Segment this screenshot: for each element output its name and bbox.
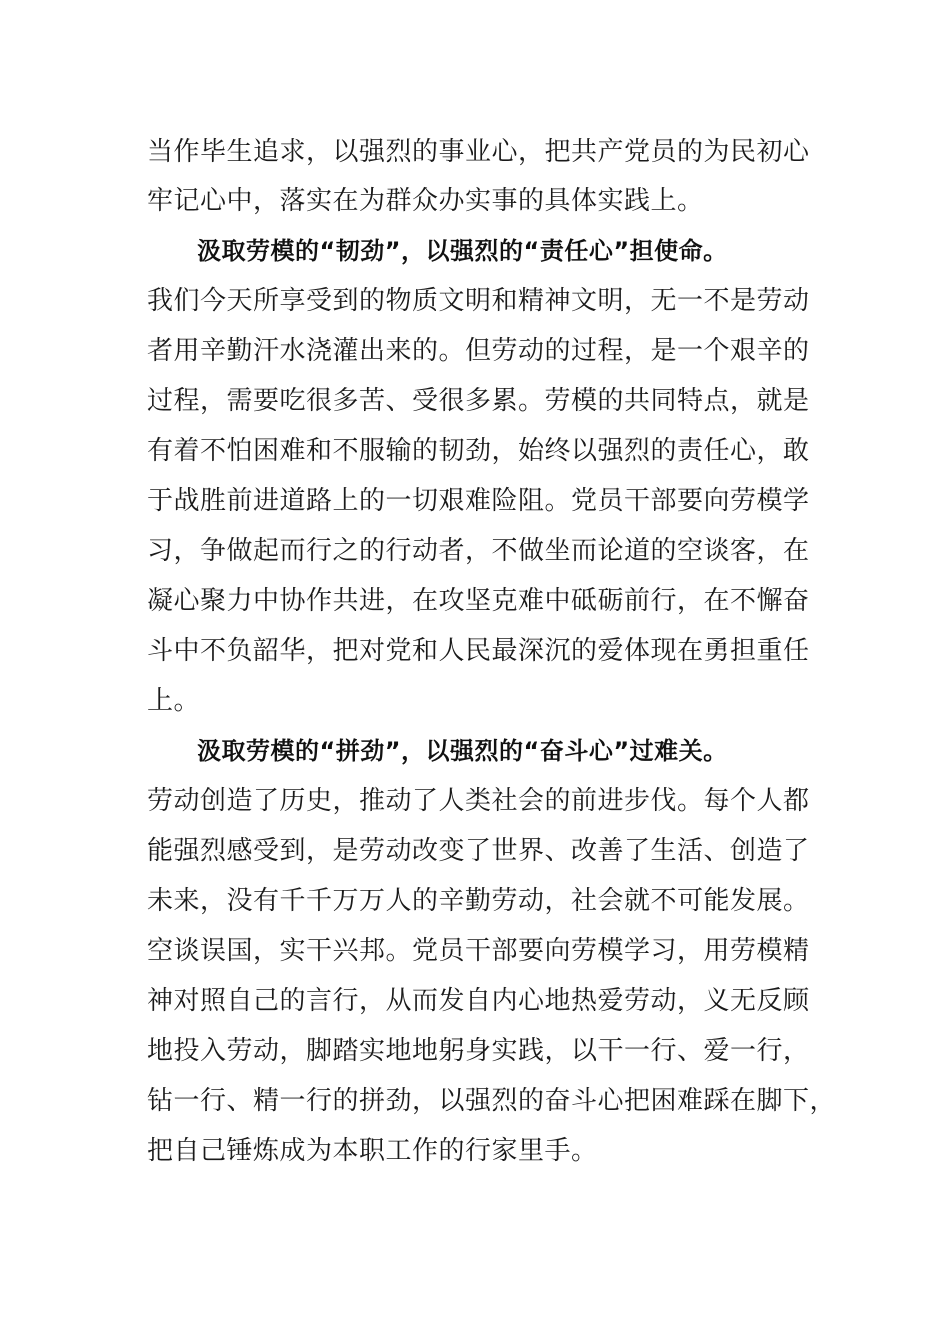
section-2-line: 未来，没有千千万万人的辛勤劳动，社会就不可能发展。 [147,886,810,916]
section-1-line: 上。 [147,686,201,716]
section-1-heading: 汲取劳模的“韧劲”，以强烈的“责任心”担使命。 [197,237,728,265]
section-2-heading: 汲取劳模的“拼劲”，以强烈的“奋斗心”过难关。 [197,737,728,765]
section-1-line: 凝心聚力中协作共进，在攻坚克难中砥砺前行，在不懈奋 [147,586,810,616]
section-2-line: 把自己锤炼成为本职工作的行家里手。 [147,1136,598,1166]
section-2-line: 空谈误国，实干兴邦。党员干部要向劳模学习，用劳模精 [147,936,810,966]
section-2-line: 神对照自己的言行，从而发自内心地热爱劳动，义无反顾 [147,986,810,1016]
intro-line-2: 牢记心中，落实在为群众办实事的具体实践上。 [147,186,704,216]
section-1-line: 有着不怕困难和不服输的韧劲，始终以强烈的责任心，敢 [147,436,810,466]
section-1-line: 过程，需要吃很多苦、受很多累。劳模的共同特点，就是 [147,386,810,416]
section-1-line: 我们今天所享受到的物质文明和精神文明，无一不是劳动 [147,286,810,316]
section-2-line: 劳动创造了历史，推动了人类社会的前进步伐。每个人都 [147,786,810,816]
section-2-line: 地投入劳动，脚踏实地地躬身实践，以干一行、爱一行， [147,1036,810,1066]
intro-line-1: 当作毕生追求，以强烈的事业心，把共产党员的为民初心 [147,137,810,167]
section-2-line: 钻一行、精一行的拼劲，以强烈的奋斗心把困难踩在脚下， [147,1086,837,1116]
section-1-line: 斗中不负韶华，把对党和人民最深沉的爱体现在勇担重任 [147,636,810,666]
section-1-line: 于战胜前进道路上的一切艰难险阻。党员干部要向劳模学 [147,486,810,516]
section-2-line: 能强烈感受到，是劳动改变了世界、改善了生活、创造了 [147,836,810,866]
section-1-line: 者用辛勤汗水浇灌出来的。但劳动的过程，是一个艰辛的 [147,336,810,366]
section-1-line: 习，争做起而行之的行动者，不做坐而论道的空谈客，在 [147,536,810,566]
